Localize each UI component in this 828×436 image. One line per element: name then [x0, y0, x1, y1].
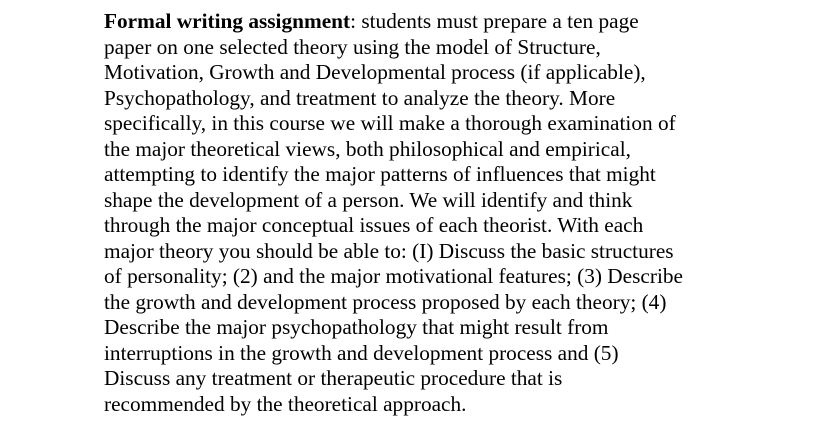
paragraph-line: attempting to identify the major patterns of influences that might — [104, 162, 656, 186]
paragraph-line: Motivation, Growth and Developmental process (if applicable), — [104, 60, 646, 84]
paragraph-line: interruptions in the growth and development process and (5) — [104, 340, 619, 365]
paragraph-line: recommended by the theoretical approach. — [104, 391, 467, 416]
paragraph-line: major theory you should be able to: (I) Discuss the basic structures — [104, 238, 674, 263]
paragraph-line: paper on one selected theory using the model of Structure, — [104, 34, 601, 59]
paragraph-line: Psychopathology, and treatment to analyze the theory. More — [104, 85, 616, 110]
assignment-paragraph — [104, 9, 744, 417]
paragraph-line: of personality; (2) and the major motivational features; (3) Describe — [104, 264, 683, 288]
paragraph-line: Discuss any treatment or therapeutic procedure that is — [104, 366, 563, 390]
paragraph-line: specifically, in this course we will make a thorough examination of — [104, 111, 676, 135]
paragraph-line: through the major conceptual issues of each theorist. With each — [104, 213, 644, 237]
paragraph-line: the major theoretical views, both philosophical and empirical, — [104, 136, 631, 161]
paragraph-line: Describe the major psychopathology that might result from — [104, 315, 609, 339]
paragraph-line: the growth and development process proposed by each theory; (4) — [104, 289, 667, 314]
line-text: : students must prepare a ten page — [350, 9, 639, 33]
paragraph-line — [104, 9, 744, 35]
assignment-heading: Formal writing assignment — [104, 9, 351, 33]
paragraph-line: shape the development of a person. We will identify and think — [104, 187, 633, 212]
